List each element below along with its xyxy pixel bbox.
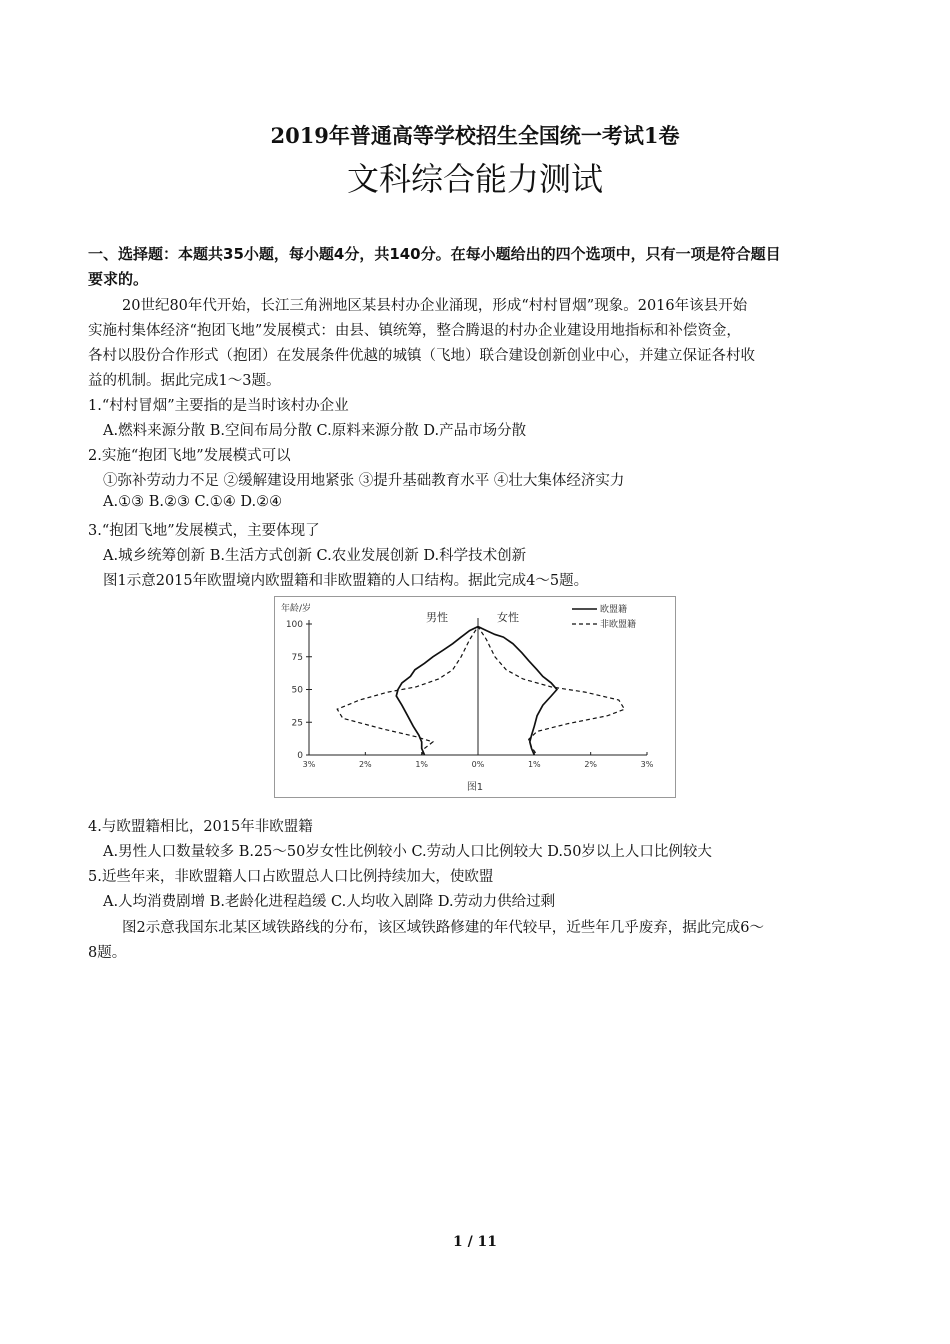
question-3-options: A.城乡统筹创新 B.生活方式创新 C.农业发展创新 D.科学技术创新 [103,548,527,564]
series-line-eu [396,627,557,755]
figure2-intro-line1: 图2示意我国东北某区域铁路线的分布，该区域铁路修建的年代较早，近些年几乎废弃，据此完成6～ [122,920,764,936]
y-tick-label: 25 [291,718,303,729]
x-tick-label: 2% [584,760,598,769]
passage1-line3: 各村以股份合作形式（抱团）在发展条件优越的城镇（飞地）联合建设创新创业中心，并建立保证各村收 [88,348,755,364]
y-tick-label: 0 [297,751,303,761]
exam-title: 2019年普通高等学校招生全国统一考试1卷 [270,123,680,148]
section-instructions-line1: 一、选择题：本题共35小题，每小题4分，共140分。在每小题给出的四个选项中，只有一项是符合题目 [88,245,781,263]
series-line-non-eu [337,627,624,755]
legend-eu-label: 欧盟籍 [600,605,628,615]
female-label: 女性 [497,611,519,624]
exam-subject-title: 文科综合能力测试 [346,160,603,198]
x-tick-label: 0% [471,760,485,769]
question-4-options: A.男性人口数量较多 B.25～50岁女性比例较小 C.劳动人口比例较大 D.50岁以上人口比例较大 [103,844,712,860]
question-1-stem: 1.“村村冒烟”主要指的是当时该村办企业 [88,398,349,414]
question-2-stem: 2.实施“抱团飞地”发展模式可以 [88,448,291,464]
page-number: 1 / 11 [452,1234,498,1250]
question-5-stem: 5.近些年来，非欧盟籍人口占欧盟总人口比例持续加大，使欧盟 [88,869,494,885]
x-tick-label: 2% [358,760,372,769]
question-3-stem: 3.“抱团飞地”发展模式，主要体现了 [88,523,320,539]
passage1-line4: 益的机制。据此完成1～3题。 [88,373,281,389]
x-tick-label: 3% [640,760,654,769]
male-label: 男性 [426,611,448,624]
x-tick-label: 1% [415,760,429,769]
question-5-options: A.人均消费剧增 B.老龄化进程趋缓 C.人均收入剧降 D.劳动力供给过剩 [103,894,556,910]
question-2-items: ①弥补劳动力不足 ②缓解建设用地紧张 ③提升基础教育水平 ④壮大集体经济实力 [103,473,625,489]
section-instructions-line2: 要求的。 [88,270,149,288]
y-tick-label: 50 [291,685,303,696]
population-pyramid-figure [274,596,676,798]
x-tick-label: 3% [302,760,316,769]
population-pyramid-chart [275,597,675,797]
y-tick-label: 100 [285,620,303,630]
question-2-options: A.①③ B.②③ C.①④ D.②④ [103,494,283,510]
question-4-stem: 4.与欧盟籍相比，2015年非欧盟籍 [88,819,313,835]
figure1-intro: 图1示意2015年欧盟境内欧盟籍和非欧盟籍的人口结构。据此完成4～5题。 [103,573,589,589]
y-axis-label: 年龄/岁 [281,604,312,614]
question-1-options: A.燃料来源分散 B.空间布局分散 C.原料来源分散 D.产品市场分散 [103,423,527,439]
passage1-line2: 实施村集体经济“抱团飞地”发展模式：由县、镇统筹，整合腾退的村办企业建设用地指标和补偿资金， [88,323,741,339]
figure-caption: 图1 [466,782,484,793]
x-tick-label: 1% [527,760,541,769]
passage1-line1: 20世纪80年代开始，长江三角洲地区某县村办企业涌现，形成“村村冒烟”现象。2016年该县开始 [122,298,748,314]
y-tick-label: 75 [291,652,303,663]
figure2-intro-line2: 8题。 [88,945,127,961]
legend-non-eu-label: 非欧盟籍 [600,620,637,630]
legend [572,603,636,630]
